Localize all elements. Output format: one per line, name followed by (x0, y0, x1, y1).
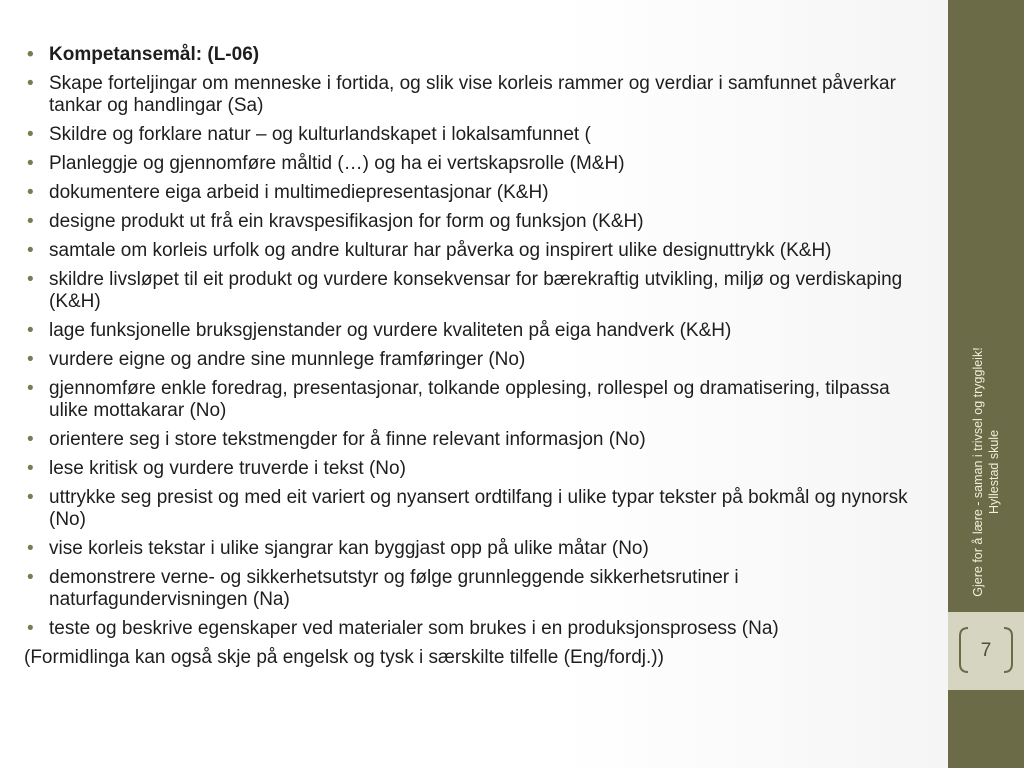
bullet-item: • Planleggje og gjennomføre måltid (…) og ha ei vertskapsrolle (M&H) (22, 153, 922, 175)
bullet-heading: • Kompetansemål: (L-06) (22, 44, 922, 66)
footer-note: (Formidlinga kan også skje på engelsk og tysk i særskilte tilfelle (Eng/fordj.)) (24, 647, 664, 668)
bullet-item: • lage funksjonelle bruksgjenstander og vurdere kvaliteten på eiga handverk (K&H) (22, 320, 922, 342)
bullet-item: • vurdere eigne og andre sine munnlege framføringer (No) (22, 349, 922, 371)
bullet-item: • teste og beskrive egenskaper ved materialer som brukes i en produksjonsprosess (Na) (22, 618, 922, 640)
bullet-item: • gjennomføre enkle foredrag, presentasjonar, tolkande opplesing, rollespel og dramatisering, tilpassa ulike mottakarar (No) (22, 378, 922, 422)
bullet-item: • vise korleis tekstar i ulike sjangrar kan byggjast opp på ulike måtar (No) (22, 538, 922, 560)
bullet-item: • orientere seg i store tekstmengder for å finne relevant informasjon (No) (22, 429, 922, 451)
sidebar-vertical-text: Gjere for å lære - saman i trivsel og tryggleik! Hyllestad skule (971, 347, 1001, 597)
page-number-box (948, 612, 1024, 690)
bullet-item: • samtale om korleis urfolk og andre kulturar har påverka og inspirert ulike designuttrykk (K&H) (22, 240, 922, 262)
bullet-item: • uttrykke seg presist og med eit variert og nyansert ordtilfang i ulike typar tekster på bokmål og nynorsk (No) (22, 487, 922, 531)
bullet-item: • demonstrere verne- og sikkerhetsutstyr og følge grunnleggende sikkerhetsrutiner i naturfagundervisningen (Na) (22, 567, 922, 611)
bullet-list (22, 44, 922, 640)
bullet-item: • dokumentere eiga arbeid i multimediepresentasjonar (K&H) (22, 182, 922, 204)
bullet-item: • designe produkt ut frå ein kravspesifikasjon for form og funksjon (K&H) (22, 211, 922, 233)
bullet-item: • skildre livsløpet til eit produkt og vurdere konsekvensar for bærekraftig utvikling, miljø og verdiskaping (K&H) (22, 269, 922, 313)
bullet-item: • lese kritisk og vurdere truverde i tekst (No) (22, 458, 922, 480)
page-number: 7 (980, 640, 992, 661)
slide-content (22, 44, 922, 669)
bullet-item: • Skape forteljingar om menneske i fortida, og slik vise korleis rammer og verdiar i samfunnet påverkar tankar og handlingar (Sa) (22, 73, 922, 117)
bullet-item: • Skildre og forklare natur – og kulturlandskapet i lokalsamfunnet ( (22, 124, 922, 146)
